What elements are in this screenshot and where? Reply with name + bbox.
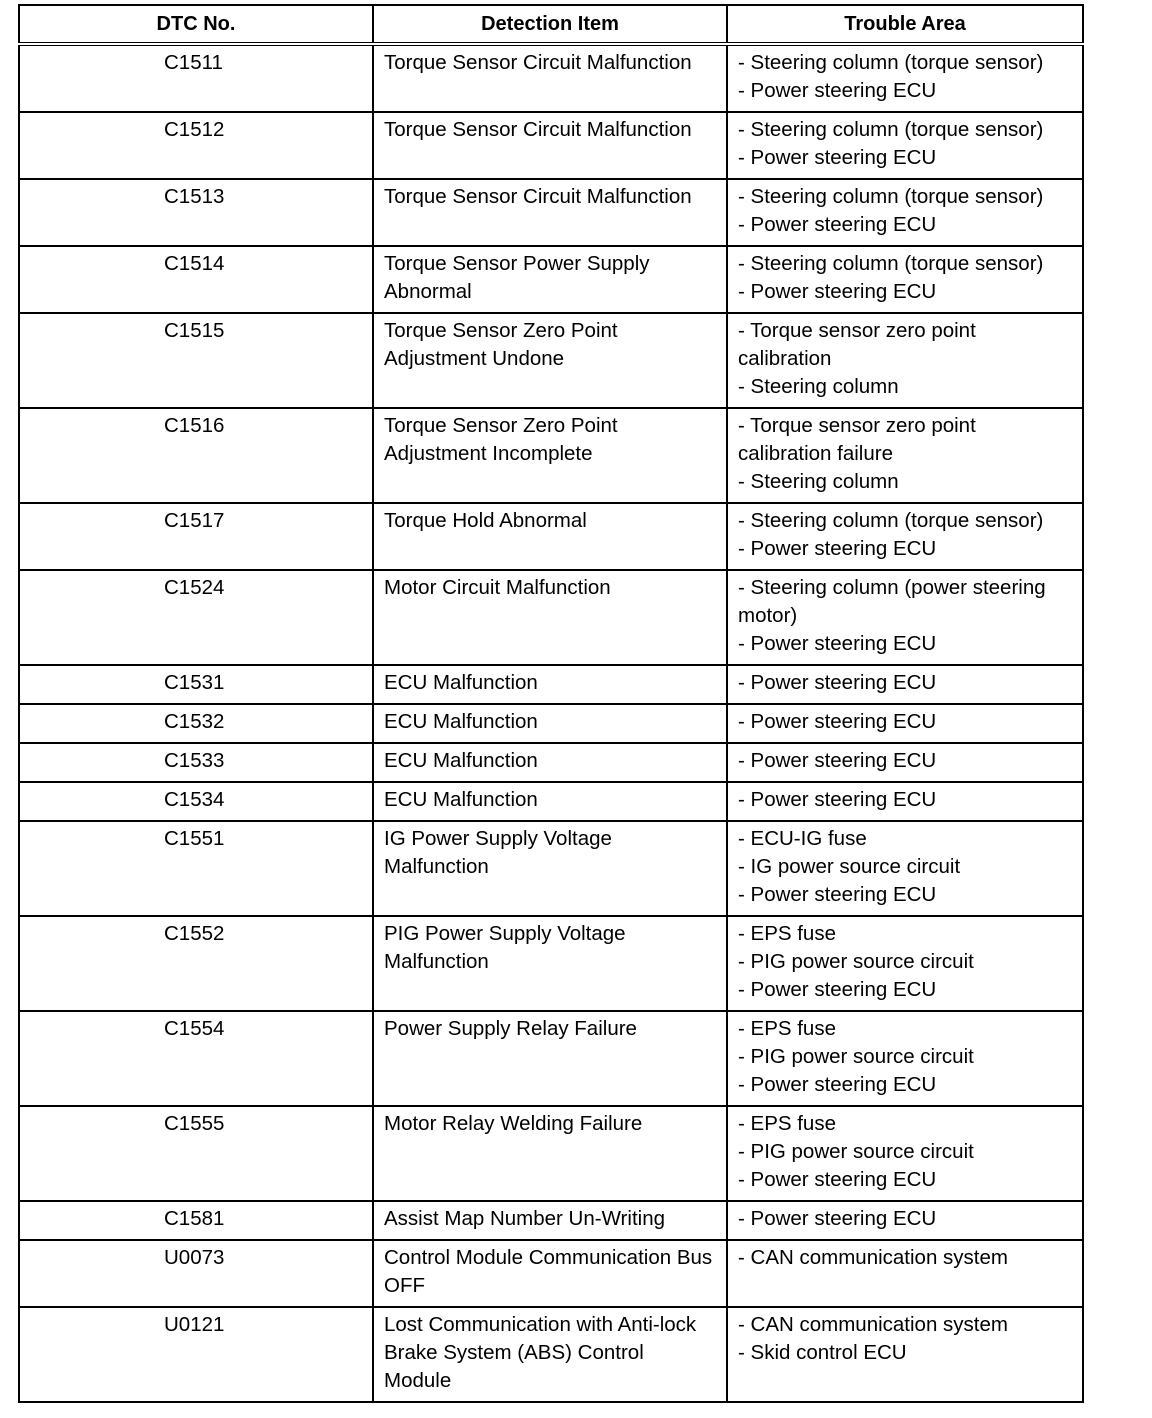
trouble-area-line: - Steering column bbox=[738, 470, 899, 493]
dtc-code-cell: C1531 bbox=[19, 665, 373, 704]
trouble-area-line: - ECU-IG fuse bbox=[738, 827, 867, 850]
dtc-code-cell: C1533 bbox=[19, 743, 373, 782]
trouble-area-cell bbox=[727, 782, 1083, 821]
trouble-area-line: - Power steering ECU bbox=[738, 749, 937, 772]
trouble-area-line: - CAN communication system bbox=[738, 1313, 1008, 1336]
table-row bbox=[19, 1011, 1083, 1106]
table-row bbox=[19, 665, 1083, 704]
trouble-area-line: - PIG power source circuit bbox=[738, 1140, 974, 1163]
detection-item-cell: ECU Malfunction bbox=[373, 782, 727, 821]
trouble-area-line: - Power steering ECU bbox=[738, 146, 937, 169]
detection-item-cell: Torque Sensor Power Supply Abnormal bbox=[373, 246, 727, 313]
trouble-area-line: - Power steering ECU bbox=[738, 213, 937, 236]
trouble-area-cell bbox=[727, 313, 1083, 408]
trouble-area-line: - Power steering ECU bbox=[738, 1073, 937, 1096]
trouble-area-line: - EPS fuse bbox=[738, 1112, 836, 1135]
trouble-area-line: - Steering column (power steering motor) bbox=[738, 576, 1052, 627]
trouble-area-line: - Torque sensor zero point calibration failure bbox=[738, 414, 982, 465]
trouble-area-line: - Power steering ECU bbox=[738, 788, 937, 811]
dtc-code-cell: C1554 bbox=[19, 1011, 373, 1106]
trouble-area-line: - Power steering ECU bbox=[738, 978, 937, 1001]
trouble-area-line: - Torque sensor zero point calibration bbox=[738, 319, 982, 370]
trouble-area-cell bbox=[727, 246, 1083, 313]
trouble-area-line: - Steering column (torque sensor) bbox=[738, 252, 1044, 275]
trouble-area-line: - Steering column (torque sensor) bbox=[738, 185, 1044, 208]
detection-item-cell: Power Supply Relay Failure bbox=[373, 1011, 727, 1106]
trouble-area-line: - Steering column (torque sensor) bbox=[738, 509, 1044, 532]
detection-item-cell: ECU Malfunction bbox=[373, 665, 727, 704]
dtc-code-cell: C1517 bbox=[19, 503, 373, 570]
trouble-area-cell bbox=[727, 665, 1083, 704]
trouble-area-cell bbox=[727, 179, 1083, 246]
dtc-code-cell: C1524 bbox=[19, 570, 373, 665]
table-body bbox=[19, 44, 1083, 1402]
table-row bbox=[19, 743, 1083, 782]
dtc-code-cell: C1513 bbox=[19, 179, 373, 246]
header-row bbox=[19, 5, 1083, 44]
dtc-code-cell: C1512 bbox=[19, 112, 373, 179]
table-row bbox=[19, 313, 1083, 408]
trouble-area-line: - Power steering ECU bbox=[738, 537, 937, 560]
table-row bbox=[19, 704, 1083, 743]
detection-item-cell: Torque Sensor Circuit Malfunction bbox=[373, 179, 727, 246]
trouble-area-line: - Skid control ECU bbox=[738, 1341, 907, 1364]
detection-item-cell: Torque Sensor Circuit Malfunction bbox=[373, 112, 727, 179]
trouble-area-cell bbox=[727, 503, 1083, 570]
header-detection-item: Detection Item bbox=[373, 5, 727, 44]
detection-item-cell: ECU Malfunction bbox=[373, 743, 727, 782]
trouble-area-line: - Power steering ECU bbox=[738, 1207, 937, 1230]
dtc-code-cell: C1555 bbox=[19, 1106, 373, 1201]
trouble-area-cell bbox=[727, 1011, 1083, 1106]
table-row bbox=[19, 246, 1083, 313]
detection-item-cell: Motor Relay Welding Failure bbox=[373, 1106, 727, 1201]
trouble-area-line: - PIG power source circuit bbox=[738, 1045, 974, 1068]
header-dtc-no: DTC No. bbox=[19, 5, 373, 44]
trouble-area-line: - Steering column bbox=[738, 375, 899, 398]
trouble-area-cell bbox=[727, 916, 1083, 1011]
table-row bbox=[19, 408, 1083, 503]
table-row bbox=[19, 570, 1083, 665]
table-row bbox=[19, 916, 1083, 1011]
dtc-code-cell: C1551 bbox=[19, 821, 373, 916]
trouble-area-line: - Power steering ECU bbox=[738, 1168, 937, 1191]
table-row bbox=[19, 782, 1083, 821]
table-row bbox=[19, 1106, 1083, 1201]
trouble-area-cell bbox=[727, 704, 1083, 743]
trouble-area-cell bbox=[727, 743, 1083, 782]
table-row bbox=[19, 179, 1083, 246]
dtc-code-cell: C1552 bbox=[19, 916, 373, 1011]
table-row bbox=[19, 112, 1083, 179]
trouble-area-line: - Steering column (torque sensor) bbox=[738, 51, 1044, 74]
table-row bbox=[19, 1307, 1083, 1402]
header-trouble-area: Trouble Area bbox=[727, 5, 1083, 44]
dtc-code-cell: U0073 bbox=[19, 1240, 373, 1307]
dtc-code-cell: C1514 bbox=[19, 246, 373, 313]
detection-item-cell: Torque Sensor Zero Point Adjustment Undone bbox=[373, 313, 727, 408]
table-row bbox=[19, 821, 1083, 916]
dtc-table bbox=[18, 4, 1084, 1403]
trouble-area-line: - Power steering ECU bbox=[738, 280, 937, 303]
trouble-area-cell bbox=[727, 112, 1083, 179]
trouble-area-line: - Power steering ECU bbox=[738, 710, 937, 733]
trouble-area-cell bbox=[727, 821, 1083, 916]
detection-item-cell: Lost Communication with Anti-lock Brake System (ABS) Control Module bbox=[373, 1307, 727, 1402]
detection-item-cell: IG Power Supply Voltage Malfunction bbox=[373, 821, 727, 916]
trouble-area-line: - PIG power source circuit bbox=[738, 950, 974, 973]
trouble-area-line: - Power steering ECU bbox=[738, 632, 937, 655]
trouble-area-cell bbox=[727, 1240, 1083, 1307]
dtc-code-cell: C1516 bbox=[19, 408, 373, 503]
detection-item-cell: PIG Power Supply Voltage Malfunction bbox=[373, 916, 727, 1011]
dtc-code-cell: C1532 bbox=[19, 704, 373, 743]
dtc-code-cell: C1511 bbox=[19, 44, 373, 112]
dtc-code-cell: U0121 bbox=[19, 1307, 373, 1402]
trouble-area-cell bbox=[727, 1106, 1083, 1201]
detection-item-cell: ECU Malfunction bbox=[373, 704, 727, 743]
table-row bbox=[19, 503, 1083, 570]
dtc-code-cell: C1581 bbox=[19, 1201, 373, 1240]
trouble-area-line: - EPS fuse bbox=[738, 922, 836, 945]
table-row bbox=[19, 44, 1083, 112]
trouble-area-line: - Power steering ECU bbox=[738, 79, 937, 102]
table-row bbox=[19, 1201, 1083, 1240]
trouble-area-line: - Steering column (torque sensor) bbox=[738, 118, 1044, 141]
dtc-code-cell: C1534 bbox=[19, 782, 373, 821]
detection-item-cell: Torque Sensor Circuit Malfunction bbox=[373, 44, 727, 112]
trouble-area-cell bbox=[727, 1201, 1083, 1240]
detection-item-cell: Torque Hold Abnormal bbox=[373, 503, 727, 570]
trouble-area-cell bbox=[727, 570, 1083, 665]
detection-item-cell: Control Module Communication Bus OFF bbox=[373, 1240, 727, 1307]
trouble-area-line: - EPS fuse bbox=[738, 1017, 836, 1040]
trouble-area-cell bbox=[727, 408, 1083, 503]
trouble-area-line: - Power steering ECU bbox=[738, 671, 937, 694]
dtc-code-cell: C1515 bbox=[19, 313, 373, 408]
trouble-area-line: - CAN communication system bbox=[738, 1246, 1008, 1269]
trouble-area-cell bbox=[727, 44, 1083, 112]
trouble-area-line: - IG power source circuit bbox=[738, 855, 961, 878]
detection-item-cell: Motor Circuit Malfunction bbox=[373, 570, 727, 665]
detection-item-cell: Assist Map Number Un-Writing bbox=[373, 1201, 727, 1240]
trouble-area-line: - Power steering ECU bbox=[738, 883, 937, 906]
table-row bbox=[19, 1240, 1083, 1307]
trouble-area-cell bbox=[727, 1307, 1083, 1402]
detection-item-cell: Torque Sensor Zero Point Adjustment Incomplete bbox=[373, 408, 727, 503]
